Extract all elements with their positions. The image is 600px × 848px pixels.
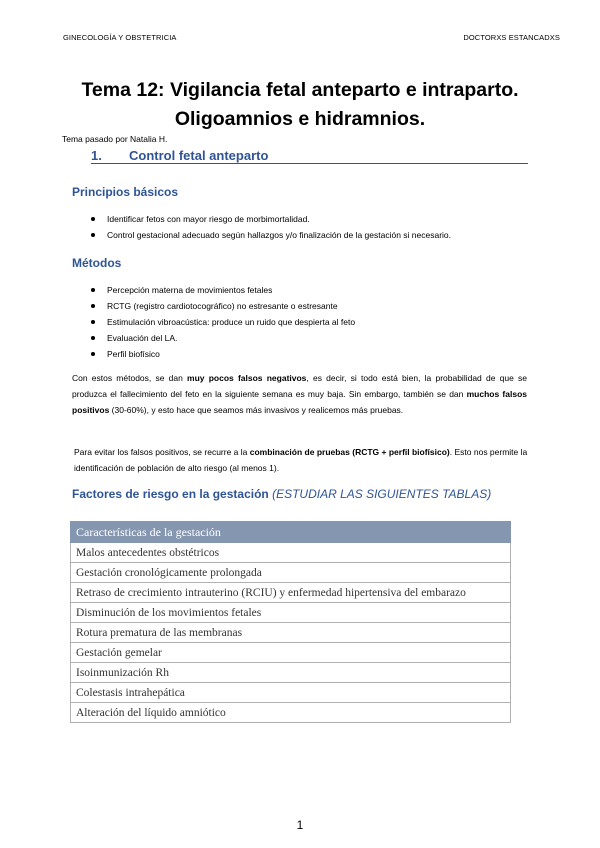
text-run: , es decir, si todo está bien, la probabilidad de que se produzca el fallecimiento del feto en la siguiente semana es muy baja. Sin embargo, también se dan [72, 373, 527, 399]
header-left: GINECOLOGÍA Y OBSTETRICIA [63, 33, 177, 42]
table-row [71, 643, 511, 663]
text-run: Con estos métodos, se dan [72, 373, 188, 383]
bold-text: muchos falsos positivos [72, 389, 527, 415]
list-item: Identificar fetos con mayor riesgo de morbimortalidad. [88, 211, 451, 227]
table-row [71, 583, 511, 603]
list-item: Estimulación vibroacústica: produce un ruido que despierta al feto [88, 314, 355, 330]
page-title-line1: Tema 12: Vigilancia fetal anteparto e intraparto. [81, 79, 519, 101]
text-run: . Esto nos permite la identificación de población de alto riesgo (al menos 1). [74, 447, 528, 473]
table-cell: Gestación cronológicamente prolongada [71, 563, 511, 583]
table-row [71, 623, 511, 643]
metodos-heading: Métodos [72, 256, 122, 270]
table-cell: Colestasis intrahepática [71, 683, 511, 703]
table-cell: Disminución de los movimientos fetales [71, 603, 511, 623]
bold-text: combinación de pruebas (RCTG + perfil biofísico) [249, 447, 450, 457]
header-right: DOCTORXS ESTANCADXS [463, 33, 560, 42]
paragraph-combinacion [74, 444, 530, 476]
table-row [71, 563, 511, 583]
section-title: Control fetal anteparto [129, 148, 269, 163]
table-cell: Alteración del líquido amniótico [71, 703, 511, 723]
metodos-list [88, 282, 355, 362]
list-item: Percepción materna de movimientos fetales [88, 282, 355, 298]
table-row [71, 603, 511, 623]
text-run: Para evitar los falsos positivos, se recurre a la [74, 447, 250, 457]
factores-title: Factores de riesgo en la gestación [72, 487, 269, 501]
section-heading [91, 148, 528, 164]
paragraph-falsos [72, 370, 527, 418]
page-title-line2: Oligoamnios e hidramnios. [174, 108, 426, 130]
table-header: Características de la gestación [71, 522, 511, 543]
text-run: (30-60%), y esto hace que seamos más invasivos y realicemos más pruebas. [109, 405, 404, 415]
list-item: RCTG (registro cardiotocográfico) no estresante o estresante [88, 298, 355, 314]
factores-heading [72, 487, 491, 501]
author-note: Tema pasado por Natalia H. [62, 134, 168, 144]
principios-list [88, 211, 451, 243]
principios-heading: Principios básicos [72, 185, 179, 199]
table-row [71, 663, 511, 683]
list-item: Perfil biofísico [88, 346, 355, 362]
risk-factors-table [70, 521, 511, 723]
list-item: Evaluación del LA. [88, 330, 355, 346]
table-cell: Retraso de crecimiento intrauterino (RCIU) y enfermedad hipertensiva del embarazo [71, 583, 511, 603]
factores-note: (ESTUDIAR LAS SIGUIENTES TABLAS) [272, 487, 492, 501]
page-number: 1 [296, 818, 304, 832]
table-row [71, 703, 511, 723]
table-cell: Isoinmunización Rh [71, 663, 511, 683]
section-number: 1. [91, 148, 102, 163]
table-cell: Malos antecedentes obstétricos [71, 543, 511, 563]
table-row [71, 683, 511, 703]
list-item: Control gestacional adecuado según hallazgos y/o finalización de la gestación si necesario. [88, 227, 451, 243]
table-cell: Gestación gemelar [71, 643, 511, 663]
table-cell: Rotura prematura de las membranas [71, 623, 511, 643]
bold-text: muy pocos falsos negativos [187, 373, 307, 383]
table-row [71, 543, 511, 563]
